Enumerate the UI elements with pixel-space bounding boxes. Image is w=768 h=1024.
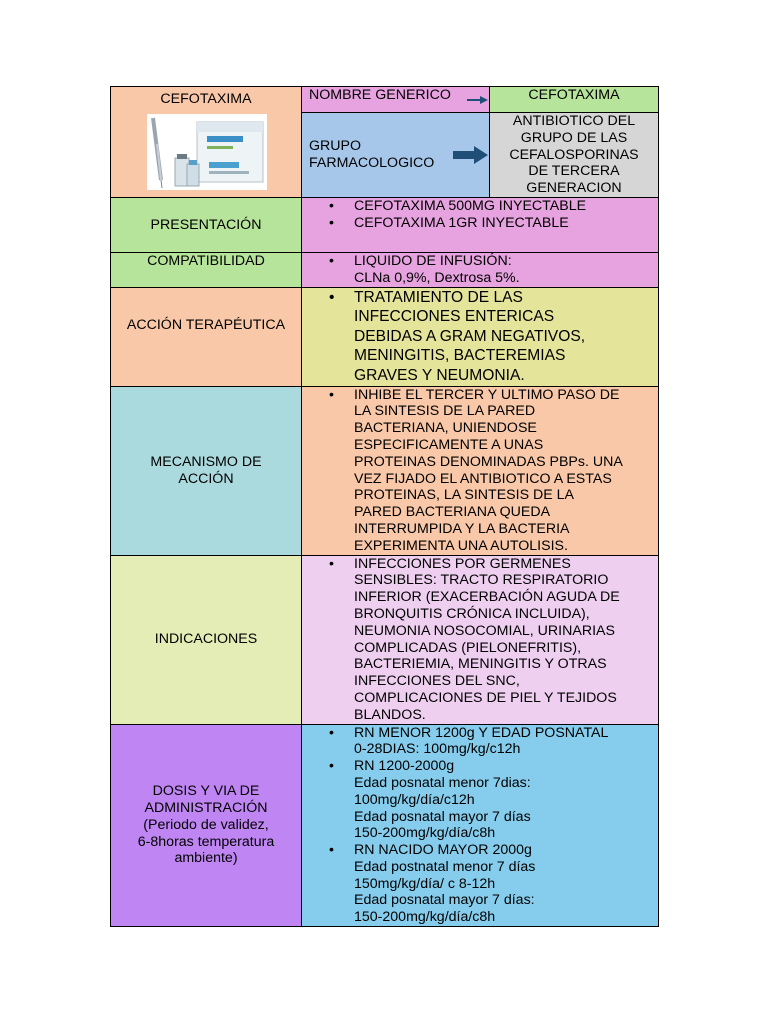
dosis-label-line: DOSIS Y VIA DE xyxy=(152,783,260,800)
grupo-label-line2: FARMACOLOGICO xyxy=(309,154,435,171)
grupo-value-cell xyxy=(490,113,659,198)
list-item xyxy=(354,725,652,759)
list-item-line: LA SINTESIS DE LA PARED xyxy=(354,403,536,420)
list-item-line: Edad postnatal menor 7 días xyxy=(354,858,536,875)
list-item xyxy=(354,288,652,386)
dosis-content-cell xyxy=(302,724,659,927)
list-item-line: BACTERIANA, UNIENDOSE xyxy=(354,420,537,437)
list-item-line: INFECCIONES DEL SNC, xyxy=(354,673,520,690)
list-item-line: 100mg/kg/día/c12h xyxy=(354,791,475,808)
list-item-line: NEUMONIA NOSOCOMIAL, URINARIAS xyxy=(354,622,615,639)
list-item-line: INFECCIONES ENTERICAS xyxy=(354,308,555,326)
presentacion-list xyxy=(302,198,658,232)
list-item-line: CLNa 0,9%, Dextrosa 5%. xyxy=(354,269,520,286)
drug-title-cell xyxy=(111,87,302,198)
dosis-label-cell xyxy=(111,724,302,927)
list-item-line: • RN MENOR 1200g Y EDAD POSNATAL xyxy=(354,724,609,741)
nombre-generico-label: NOMBRE GENERICO xyxy=(309,87,451,103)
list-item-line: Edad posnatal menor 7dias: xyxy=(354,774,531,791)
list-item-line: • INHIBE EL TERCER Y ULTIMO PASO DE xyxy=(354,386,620,403)
list-item xyxy=(354,387,652,555)
list-item-line: INFERIOR (EXACERBACIÓN AGUDA DE xyxy=(354,589,620,606)
grupo-label-cell xyxy=(302,113,490,198)
list-item-line: SENSIBLES: TRACTO RESPIRATORIO xyxy=(354,572,609,589)
indicaciones-label-cell xyxy=(111,555,302,724)
mecanismo-content-cell xyxy=(302,386,659,555)
list-item-line: • TRATAMIENTO DE LAS xyxy=(354,288,523,306)
list-item xyxy=(354,253,652,287)
list-item-line: 150-200mg/kg/día/c8h xyxy=(354,825,496,842)
list-item-line: Edad posnatal mayor 7 días: xyxy=(354,892,535,909)
presentacion-content-cell xyxy=(302,197,659,252)
grupo-value-line: GENERACION xyxy=(526,180,622,197)
list-item-line: DEBIDAS A GRAM NEGATIVOS, xyxy=(354,327,586,345)
mecanismo-label-line: MECANISMO DE xyxy=(150,453,262,470)
drug-title: CEFOTAXIMA xyxy=(160,91,252,107)
list-item xyxy=(354,556,652,724)
list-item-line: ESPECIFICAMENTE A UNAS xyxy=(354,436,544,453)
product-image xyxy=(147,114,267,190)
compatibilidad-list xyxy=(302,253,658,287)
list-item xyxy=(354,758,652,842)
list-item-line: PROTEINAS DENOMINADAS PBPs. UNA xyxy=(354,453,623,470)
accion-content-cell xyxy=(302,287,659,386)
list-item-line: MENINGITIS, BACTEREMIAS xyxy=(354,347,566,365)
list-item-line: • INFECCIONES POR GERMENES xyxy=(354,555,571,572)
grupo-label-line1: GRUPO xyxy=(309,138,362,155)
compatibilidad-label: COMPATIBILIDAD xyxy=(147,252,265,269)
list-item-line: GRAVES Y NEUMONIA. xyxy=(354,366,525,384)
arrow-right-icon xyxy=(467,95,489,105)
presentacion-label-cell xyxy=(111,197,302,252)
compatibilidad-label-cell xyxy=(111,252,302,287)
list-item-line: 0-28DIAS: 100mg/kg/c12h xyxy=(354,741,521,758)
dosis-list xyxy=(302,725,658,927)
nombre-generico-label-cell xyxy=(302,87,490,113)
arrow-right-icon xyxy=(453,146,489,164)
list-item-line: COMPLICACIONES DE PIEL Y TEJIDOS xyxy=(354,689,617,706)
list-item-line: PROTEINAS, LA SINTESIS DE LA xyxy=(354,487,574,504)
grupo-value-line: CEFALOSPORINAS xyxy=(509,146,639,163)
list-item-line: EXPERIMENTA UNA AUTOLISIS. xyxy=(354,537,568,554)
list-item-line: Edad posnatal mayor 7 días xyxy=(354,808,531,825)
grupo-value-line: DE TERCERA xyxy=(528,163,620,180)
list-item-line: PARED BACTERIANA QUEDA xyxy=(354,504,551,521)
accion-label: ACCIÓN TERAPÉUTICA xyxy=(126,316,286,333)
nombre-generico-value: CEFOTAXIMA xyxy=(528,87,620,103)
list-item-line: INTERRUMPIDA Y LA BACTERIA xyxy=(354,520,570,537)
dosis-label-line: (Periodo de validez, xyxy=(143,816,269,833)
list-item-line: BRONQUITIS CRÓNICA INCLUIDA), xyxy=(354,605,590,622)
dosis-label-line: ADMINISTRACIÓN xyxy=(144,800,268,817)
indicaciones-content-cell xyxy=(302,555,659,724)
indicaciones-label: INDICACIONES xyxy=(154,631,258,648)
list-item: • CEFOTAXIMA 500MG INYECTABLE xyxy=(354,198,652,215)
grupo-value-line: ANTIBIOTICO DEL xyxy=(512,113,636,129)
list-item-line: 150mg/kg/día/ c 8-12h xyxy=(354,875,496,892)
dosis-label-line: ambiente) xyxy=(174,850,238,867)
list-item-line: 150-200mg/kg/día/c8h xyxy=(354,909,496,926)
list-item xyxy=(354,842,652,926)
presentacion-label: PRESENTACIÓN xyxy=(150,216,262,233)
list-item-line: COMPLICADAS (PIELONEFRITIS), xyxy=(354,639,582,656)
accion-label-cell xyxy=(111,287,302,386)
mecanismo-label-line: ACCIÓN xyxy=(178,470,234,487)
list-item-line: BACTERIEMIA, MENINGITIS Y OTRAS xyxy=(354,656,607,673)
mecanismo-label-cell xyxy=(111,386,302,555)
accion-list xyxy=(302,288,658,386)
grupo-value-line: GRUPO DE LAS xyxy=(520,129,628,146)
compatibilidad-content-cell xyxy=(302,252,659,287)
drug-info-table xyxy=(110,86,659,927)
list-item-line: BLANDOS. xyxy=(354,706,426,723)
nombre-generico-value-cell xyxy=(490,87,659,113)
list-item-line: • RN NACIDO MAYOR 2000g xyxy=(354,842,532,859)
list-item-line: • LIQUIDO DE INFUSIÓN: xyxy=(354,252,512,269)
mecanismo-list xyxy=(302,387,658,555)
list-item: • CEFOTAXIMA 1GR INYECTABLE xyxy=(354,215,652,232)
list-item-line: VEZ FIJADO EL ANTIBIOTICO A ESTAS xyxy=(354,470,612,487)
dosis-label-line: 6-8horas temperatura xyxy=(137,833,275,850)
list-item-line: • RN 1200-2000g xyxy=(354,758,455,775)
indicaciones-list xyxy=(302,556,658,724)
